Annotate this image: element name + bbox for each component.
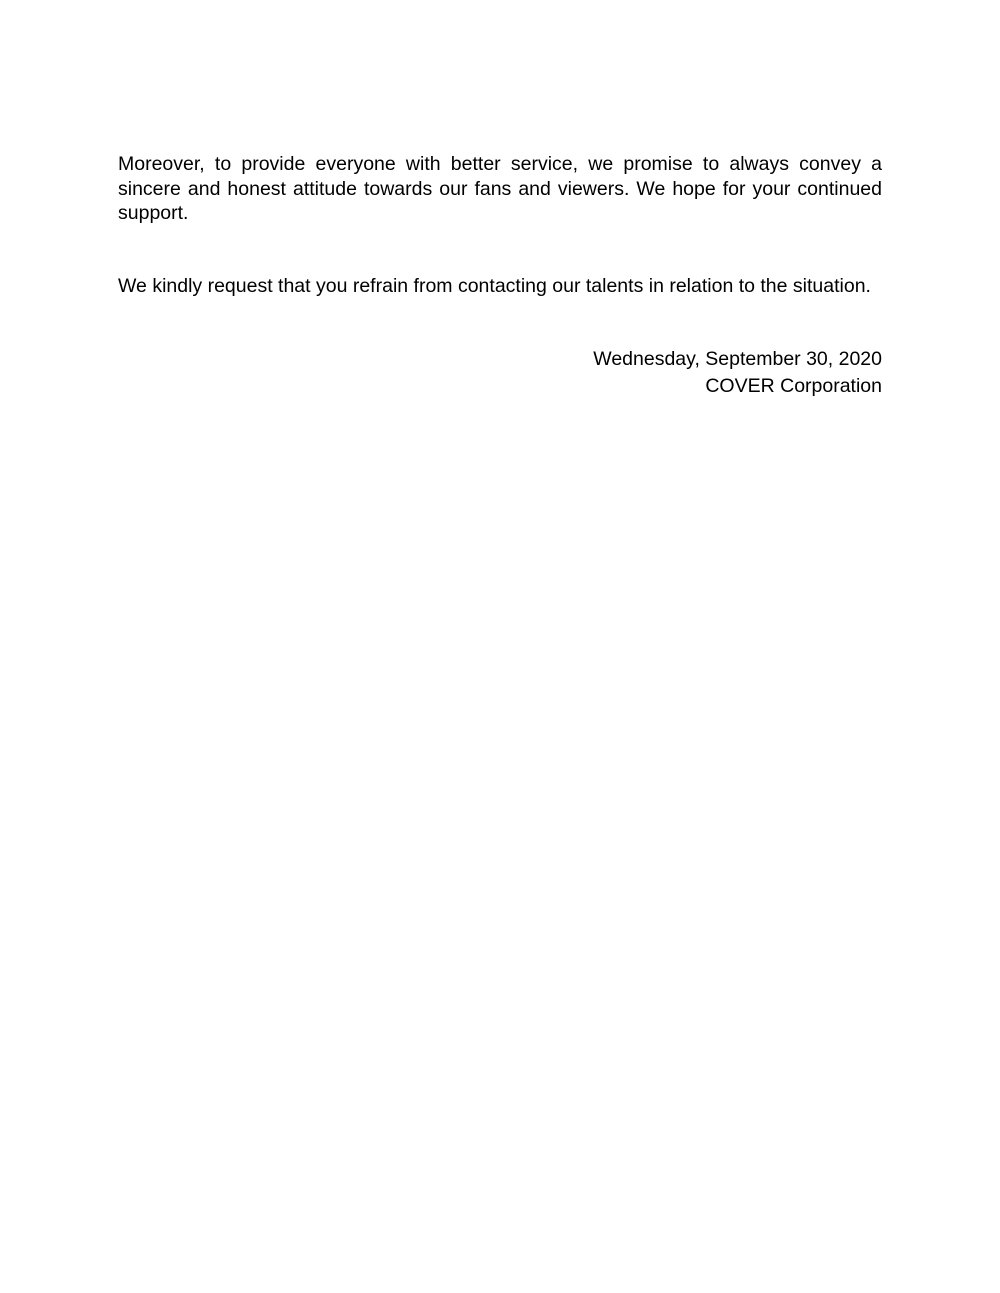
paragraph-contact-request: We kindly request that you refrain from contacting our talents in relation to the situation. bbox=[118, 274, 871, 297]
signature-date: Wednesday, September 30, 2020 bbox=[593, 348, 882, 370]
signature-block bbox=[118, 346, 882, 400]
signature-company: COVER Corporation bbox=[705, 375, 882, 397]
paragraph-service-promise: Moreover, to provide everyone with better service, we promise to always convey a sincere and honest attitude towards our fans and viewers. We hope for your continued support. bbox=[118, 153, 882, 224]
